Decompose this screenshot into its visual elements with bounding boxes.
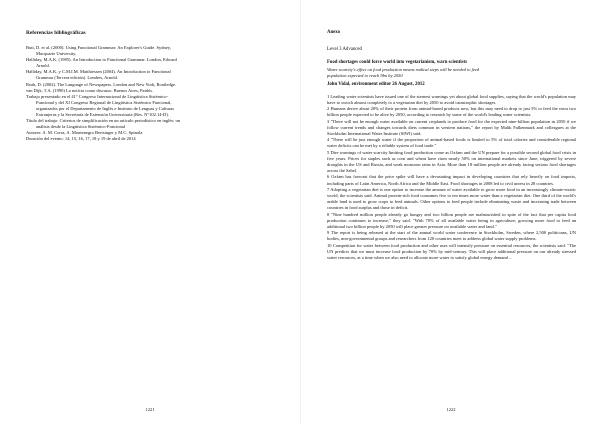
reference-line: análisis desde la Lingüística Sistémico-Funcional <box>36 124 125 130</box>
annex-heading: Anexo <box>327 30 341 35</box>
reference-line: Arnold. <box>36 63 50 69</box>
reference-line: Macquarie University. <box>36 51 77 57</box>
reference-line: Halliday, M.A.K. (1985). An Introduction to Functional Grammar. London, Edward <box>26 57 177 63</box>
article-title: Food shortages could force world into vegetarianism, warn scientists <box>327 60 467 65</box>
paragraph: 5 Dire warnings of water scarcity limiting food production come as Oxfam and the UN prepare for a possible second global food crisis in five years. Prices for staples such as corn and wheat have risen nearly 50% on international markets since June, triggered by severe droughts in the US and Russia, and weak monsoon rains in Asia. More than 18 million people are already facing serious food shortages across the Sahel. <box>327 149 576 174</box>
paragraph: 3 "There will not be enough water available on current croplands to produce food for the expected nine-billion population in 2050 if we follow current trends and changes towards diets common in western nations," the report by Malik Falkenmark and colleagues at the Stockholm International Water Institute (SIWI) said. <box>327 118 576 136</box>
level-label: Level 3 Advanced <box>327 47 362 52</box>
paragraph: 10 Competition for water between food production and other uses will intensify pressure on essential resources, the scientists said. "The UN predicts that we must increase food production by 70% by mid-century. This will place additional pressure on our already stressed water resources, at a time when we also need to allocate more water to satisfy global energy demand – <box>327 242 576 261</box>
paragraph: 9 The report is being released at the start of the annual world water conference in Stockholm, Sweden, where 2,500 politicians, UN bodies, non-governmental groups and researchers from 120 countries meet to address global water supply problems. <box>327 230 576 242</box>
reference-line: Duración del evento: 14, 15, 16, 17, 18 y 19 de abril de 2014 <box>26 136 136 142</box>
article-body <box>327 94 576 261</box>
reference-line: Halliday, M.A.K. y C.M.I.M. Matthiessen (2004). An Introduction to Functional <box>26 69 171 75</box>
article-tagline-1: Water scarcity's effect on food production means radical steps will be needed to feed <box>327 66 480 72</box>
reference-line: Autores: A. M. Corra, A. Montenegro Bertsinger y M.C. Spinola <box>26 130 143 136</box>
reference-line: Butt, D. et al. (2000). Using Functional Grammar: An Explorer's Guide. Sydney, <box>26 45 171 50</box>
paragraph: 1 Leading water scientists have issued one of the sternest warnings yet about global food supplies, saying that the world's population may have to switch almost completely to a vegetarian diet by 2050 to avoid catastrophic shortages. <box>327 93 576 105</box>
paragraph: 8 "Nine hundred million people already go hungry and two billion people are malnourished in spite of the fact that per capita food production continues to increase," they said. "With 70% of all available water being in agriculture, growing more food to feed an additional two billion people by 2050 will place greater pressure on available water and land." <box>327 211 576 230</box>
article-tagline-2: population expected to reach 9bn by 2050 <box>327 72 403 78</box>
paragraph: 2 Humans derive about 20% of their protein from animal-based products now, but this may need to drop to just 5% to feed the extra two billion people expected to be alive by 2050, according to research by some of the world's leading water scientists. <box>327 106 576 118</box>
references-list <box>26 45 282 143</box>
paragraph: 4 "There will be just enough water if the proportion of animal-based foods is limited to 5% of total calories and considerable regional water deficits can be met by a reliable system of food trade." <box>327 137 576 149</box>
reference-line: organizados por el Departamento de Inglés e Instituto de Lenguas y Culturas <box>36 105 175 111</box>
reference-line: Título del trabajo: Criterios de simplificación en un artículo periodístico en inglés: un <box>26 118 180 124</box>
reference-line: Reah, D. (2002). The Language of Newspapers. London and New York, Routledge. <box>26 81 177 87</box>
reference-line: Trabajo presentado en el 41° Congreso Internacional de Lingüística Sistémico- <box>26 93 168 99</box>
reference-line: Extranjeras y la Secretaría de Extensión Universitaria (Res. N°102.14-D). <box>36 112 169 118</box>
article-byline: John Vidal, environment editor 26 August, 2012 <box>327 81 425 87</box>
right-page-number: 1222 <box>446 407 456 412</box>
left-page-number: 1221 <box>145 407 155 412</box>
references-heading: Referencias bibliográficas <box>26 30 86 36</box>
reference-line: Funcional y del XI Congreso Regional de Lingüística Sistémico Funcional, <box>36 99 172 105</box>
reference-line: van Dijk, T.A. (1990) La noticia como discurso. Buenos Aires, Paidós. <box>26 87 154 93</box>
right-page <box>300 0 600 424</box>
reference-line: Grammar (Tercera edición). Londres, Arnold. <box>36 75 119 81</box>
paragraph: 6 Oxfam has forecast that the price spike will have a devastating impact in developing countries that rely heavily on food imports, including parts of Latin America, North Africa and the Middle East. Food shortages in 2008 led to civil unrest in 28 countries. <box>327 174 576 186</box>
paragraph: 7 Adopting a vegetarian diet is one option to increase the amount of water available to grow more food in an increasingly climate-erratic world, the scientists said. Animal protein-rich food consumes five to ten times more water than a vegetarian diet. One third of the world's arable land is used to grow crops to feed animals. Other options to feed people include eliminating waste and increasing trade between countries in food surplus and those in deficit. <box>327 186 576 211</box>
